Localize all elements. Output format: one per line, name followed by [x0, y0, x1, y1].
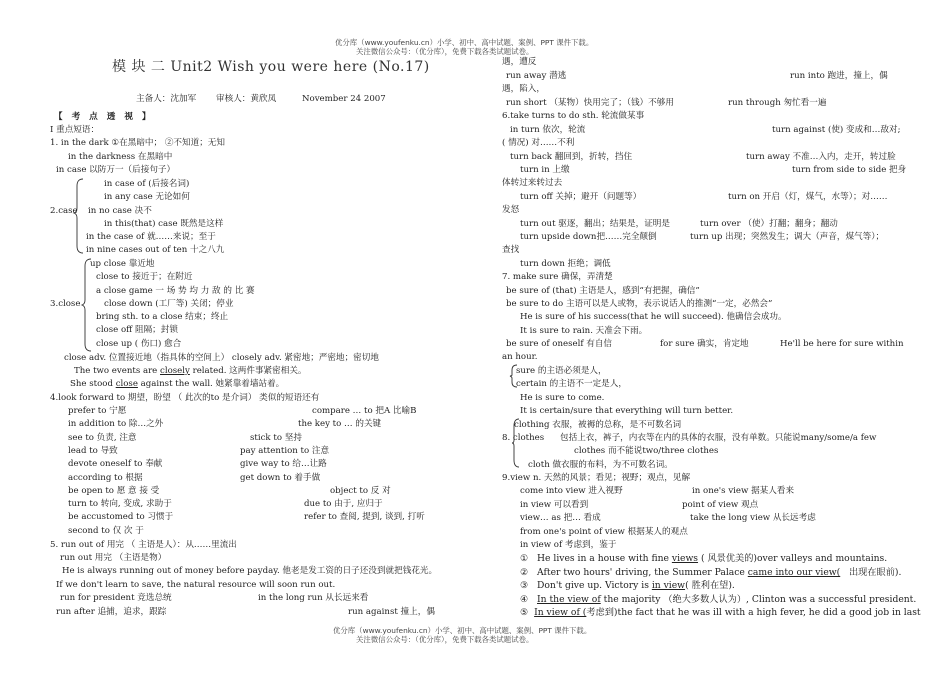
close-brace [82, 258, 92, 352]
close-adv-note: close adv. 位置接近地（指具体的空间上） closely adv. 紧密地；严密地；密切地 [64, 353, 379, 363]
footer-line-2: 关注微信公众号：（优分库），免费下载各类试题试卷。 [356, 635, 534, 644]
phrase-in-view: in view 可以看到 [520, 500, 589, 510]
section-title: 【 考 点 透 视 】 [54, 112, 154, 122]
turn-from-side-continued: 体转过来转过去 [502, 178, 563, 188]
close-item-6: close off 阻隔；封锁 [96, 325, 178, 335]
phrase-in-view-of: in view of 考虑到，鉴于 [520, 540, 617, 550]
phrase-turn-up: turn up 出现；突然发生；调大（声音，煤气等）； [690, 232, 885, 242]
run-out: run out 用完 （主语是物） [60, 553, 167, 563]
heading-key-phrases: Ⅰ 重点短语： [50, 125, 100, 135]
phrase-get-down-to: get down to 着手做 [240, 473, 321, 483]
example-4: ④ In the view of the majority （绝大多数人认为）, Clinton was a successful president. [520, 594, 917, 605]
be-sure-of: be sure of (that) 主语是人，感到“有把握，确信” [506, 286, 700, 296]
phrase-turn-out: turn out 驱逐，翻出；结果是，证明是 [520, 219, 670, 229]
close-item-3: a close game 一 场 势 均 力 敌 的 比 赛 [96, 286, 255, 296]
case-item-2: in any case 无论如何 [104, 192, 190, 202]
item-8-clothes: 8. clothes [502, 433, 545, 443]
case-item-6: in nine cases out of ten 十之八九 [86, 245, 225, 255]
example-running-out: He is always running out of money before payday. 他老是发工资的日子还没到就把钱花光。 [62, 566, 438, 576]
run-into-continued: 遇，陷入， [502, 84, 545, 94]
footer-line-1: 优分库（www.youfenku.cn）小学、初中、高中试题、案例、PPT 课件下载。 [333, 626, 592, 635]
example-for-sure-continued: an hour. [502, 352, 538, 362]
item-7-make-sure: 7. make sure 确保，弄清楚 [502, 272, 613, 282]
phrase-run-through: run through 匆忙看一遍 [728, 98, 827, 108]
example-sure-to-come: He is sure to come. [520, 393, 605, 403]
sure-subject-note: sure 的主语必须是人， [516, 366, 607, 376]
phrase-run-for: run for president 竞选总统 [60, 593, 172, 603]
phrase-see-to: see to 负责, 注意 [68, 433, 137, 443]
item-3-close-label: 3.close [50, 299, 81, 309]
item-5-run-out-of: 5. run out of 用完 （ 主语是人）：从……里流出 [50, 540, 237, 550]
phrase-come-into-view: come into view 进入视野 [520, 486, 623, 496]
phrase-in-the-long-run: in the long run 从长远来看 [258, 593, 369, 603]
phrase-according-to: according to 根据 [68, 473, 143, 483]
phrase-turn-against: turn against (使) 变成和…敌对; [772, 125, 901, 135]
phrase-turn-off: turn off 关掉；避开（问题等） [520, 192, 642, 202]
example-2: ② After two hours' driving, the Summer Palace came into our view( 出现在眼前). [520, 567, 902, 578]
example-sure-of-success: He is sure of his success(that he will succeed). 他确信会成功。 [520, 312, 787, 322]
example-3: ③ Don't give up. Victory is in view( 胜利在望). [520, 580, 735, 591]
close-item-2: close to 接近于；在附近 [96, 272, 193, 282]
header-line-1: 优分库（www.youfenku.cn）小学、初中、高中试题、案例、PPT 课件下载。 [335, 38, 594, 47]
turn-on-continued: 发怒 [502, 205, 520, 215]
phrase-pay-attention-to: pay attention to 注意 [240, 446, 330, 456]
in-case: in case 以防万一（后接句子） [56, 165, 176, 175]
example-1: ① He lives in a house with fine views ( 风景优美的)over valleys and mountains. [520, 553, 888, 564]
phrase-turn-in: turn in 上缴 [520, 165, 570, 175]
be-sure-to-do: be sure to do 主语可以是人或物，表示说话人的推测“一定，必然会” [506, 299, 773, 309]
example-close: She stood close against the wall. 她紧靠着墙站着。 [70, 379, 285, 389]
phrase-second-to: second to 仅 次 于 [68, 526, 144, 536]
phrase-from-ones-point-of-view: from one's point of view 根据某人的观点 [520, 527, 688, 537]
phrase-turn-over: turn over （使）打翻；翻身；翻动 [700, 219, 838, 229]
turn-against-continued: ( 情况) 对……不利 [502, 138, 575, 148]
close-item-7: close up ( 伤口) 愈合 [96, 339, 182, 349]
phrase-run-short: run short （某物）快用完了；（钱）不够用 [506, 98, 674, 108]
phrase-run-away: run away 潜逃 [506, 71, 567, 81]
phrase-take-the-long-view: take the long view 从长远考虑 [690, 513, 816, 523]
phrase-devote-oneself-to: devote oneself to 奉献 [68, 459, 163, 469]
item-1-in-the-dark: 1. in the dark ①在黑暗中； ②不知道；无知 [50, 138, 225, 148]
for-sure: for sure 确实，肯定地 [660, 339, 749, 349]
in-the-darkness: in the darkness 在黑暗中 [68, 152, 173, 162]
example-5: ⑤ In view of (考虑到)the fact that he was ill with a high fever, he did a good job in last [520, 607, 921, 618]
phrase-turn-on: turn on 开启（灯，煤气，水等）；对…… [728, 192, 888, 202]
r-continued: 遇，遭反 [502, 57, 537, 67]
phrase-compare-to: compare … to 把A 比喻B [312, 406, 417, 416]
item-6-take-turns: 6.take turns to do sth. 轮流做某事 [502, 111, 645, 121]
case-item-5: in the case of 就……来说；至于 [86, 232, 216, 242]
clothes-definition-continued: clothes 而不能说two/three clothes [574, 446, 719, 456]
phrase-turn-to: turn to 转向, 变成, 求助于 [68, 499, 172, 509]
clothing-definition: clothing 衣服，被褥的总称，是不可数名词 [514, 420, 682, 430]
phrase-turn-upside-down: turn upside down把……完全颠倒 [520, 232, 657, 242]
item-9-view: 9.view n. 天然的风景；看见；视野；观点，见解 [502, 473, 691, 483]
phrase-run-against: run against 撞上，偶 [348, 607, 435, 617]
case-item-4: in this(that) case 既然是这样 [104, 219, 224, 229]
phrase-be-open-to: be open to 愿 意 接 受 [68, 486, 160, 496]
certain-subject-note: certain 的主语不一定是人， [516, 379, 627, 389]
phrase-prefer-to: prefer to 宁愿 [68, 406, 127, 416]
phrase-in-turn: in turn 依次，轮流 [510, 125, 586, 135]
close-item-1: up close 靠近地 [90, 259, 155, 269]
phrase-lead-to: lead to 导致 [68, 446, 118, 456]
phrase-turn-back: turn back 翻回到，折转，挡住 [510, 152, 633, 162]
example-sure-to-rain: It is sure to rain. 天准会下雨。 [520, 326, 648, 336]
phrase-point-of-view: point of view 观点 [682, 500, 759, 510]
phrase-due-to: due to 由于, 应归于 [304, 499, 383, 509]
clothes-definition: 包括上衣，裤子，内衣等在内的具体的衣服，没有单数。只能说many/some/a few [560, 433, 877, 443]
phrase-in-ones-view: in one's view 据某人看来 [692, 486, 795, 496]
close-item-5: bring sth. to a close 结束；终止 [96, 312, 229, 322]
be-sure-of-oneself: be sure of oneself 有自信 [506, 339, 613, 349]
phrase-turn-from-side: turn from side to side 把身 [792, 165, 907, 175]
cloth-definition: cloth 做衣服的布料，为不可数名词。 [528, 460, 673, 470]
turn-up-continued: 查找 [502, 245, 520, 255]
phrase-view-as: view… as 把… 看成 [520, 513, 601, 523]
case-item-3: in no case 决不 [88, 206, 152, 216]
reviewer: 审核人：黄欣凤 [216, 94, 277, 104]
phrase-turn-down: turn down 拒绝；调低 [520, 259, 611, 269]
phrase-be-accustomed-to: be accustomed to 习惯于 [68, 512, 174, 522]
page-title: 模 块 二 Unit2 Wish you were here (No.17) [112, 59, 430, 75]
date: November 24 2007 [302, 94, 386, 104]
case-item-1: in case of (后接名词) [104, 179, 190, 189]
example-for-sure: He'll be here for sure within [780, 339, 904, 349]
item-2-case-label: 2.case [50, 206, 78, 216]
phrase-run-into: run into 跑进，撞上，偶 [790, 71, 888, 81]
example-resource: If we don't learn to save, the natural resource will soon run out. [56, 580, 336, 590]
phrase-object-to: object to 反 对 [330, 486, 391, 496]
phrase-in-addition-to: in addition to 除…之外 [68, 419, 164, 429]
phrase-refer-to: refer to 查阅, 提到, 谈到, 打听 [304, 512, 425, 522]
header-line-2: 关注微信公众号：（优分库），免费下载各类试题试卷。 [356, 47, 534, 56]
example-certain-sure: It is certain/sure that everything will turn better. [520, 406, 734, 416]
phrase-key-to: the key to … 的关键 [298, 419, 382, 429]
phrase-give-way-to: give way to 给…让路 [240, 459, 327, 469]
example-closely: The two events are closely related. 这两件事紧密相关。 [74, 366, 307, 376]
phrase-stick-to: stick to 坚持 [250, 433, 302, 443]
phrase-run-after: run after 追捕，追求，跟踪 [56, 607, 167, 617]
close-item-4: close down (工厂等) 关闭；停业 [104, 299, 234, 309]
phrase-turn-away: turn away 不准…入内，走开，转过脸 [746, 152, 896, 162]
author: 主备人：沈加军 [136, 94, 197, 104]
item-4-look-forward: 4.look forward to 期望，盼望 （ 此次的to 是介词） 类似的短语还有 [50, 393, 320, 403]
